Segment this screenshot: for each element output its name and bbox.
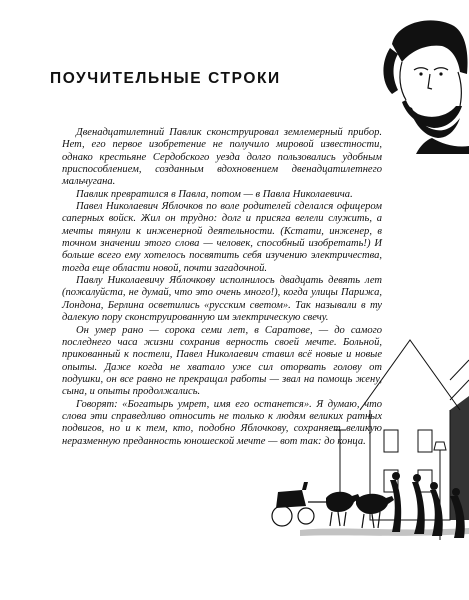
page-title: ПОУЧИТЕЛЬНЫЕ СТРОКИ [50, 70, 281, 87]
paragraph: Говорят: «Богатырь умрет, имя его останется». Я думаю, что слова эти справедливо относить не только к людям великих ратных подвигов, но и к тем, кто, подобно Яблочкову, сохраняет великую неразменную преданность юношеской мечте — вот так: до конца. [62, 398, 382, 447]
street-illustration [300, 300, 469, 600]
carriage-illustration [268, 472, 408, 532]
paragraph: Он умер рано — сорока семи лет, в Саратове, — до самого последнего часа жизни сохранив верность своей мечте. Больной, прикованный к постели, Павел Николаевич ставил всё новые и новые опыты. Даже когда не хватало уже сил оторвать голову от подушки, он все равно не прекращал работы — звал на помощь жену, сына, и опыты продолжались. [62, 324, 382, 398]
paragraph: Двенадцатилетний Павлик сконструировал землемерный прибор. Нет, его первое изобретение не получило мировой известности, однако крестьяне Сердобского уезда долго пользовались удобным приспособлением, созданным вдохновением двенадцатилетнего мальчугана. [62, 127, 382, 188]
paragraph: Павлик превратился в Павла, потом — в Павла Николаевича. [76, 188, 353, 200]
paragraph: Павлу Николаевичу Яблочкову исполнилось двадцать девять лет (пожалуйста, не думай, что это очень много!), когда улицы Парижа, Лондона, Берлина осветились «русским светом». Так называли в ту далекую пору сконструированную им электрическую свечу. [62, 275, 382, 324]
paragraph: Павел Николаевич Яблочков по воле родителей сделался офицером саперных войск. Жил он трудно: долг и присяга велели служить, а мечты тянули к инженерной деятельности. (Кстати, инженер, в точном значении этого слова — человек, способный изобретать!) И больше всего ему хотелось посвятить себя изучению электричества, тогда еще области новой, почти загадочной. [62, 201, 382, 274]
portrait-illustration [372, 14, 469, 154]
